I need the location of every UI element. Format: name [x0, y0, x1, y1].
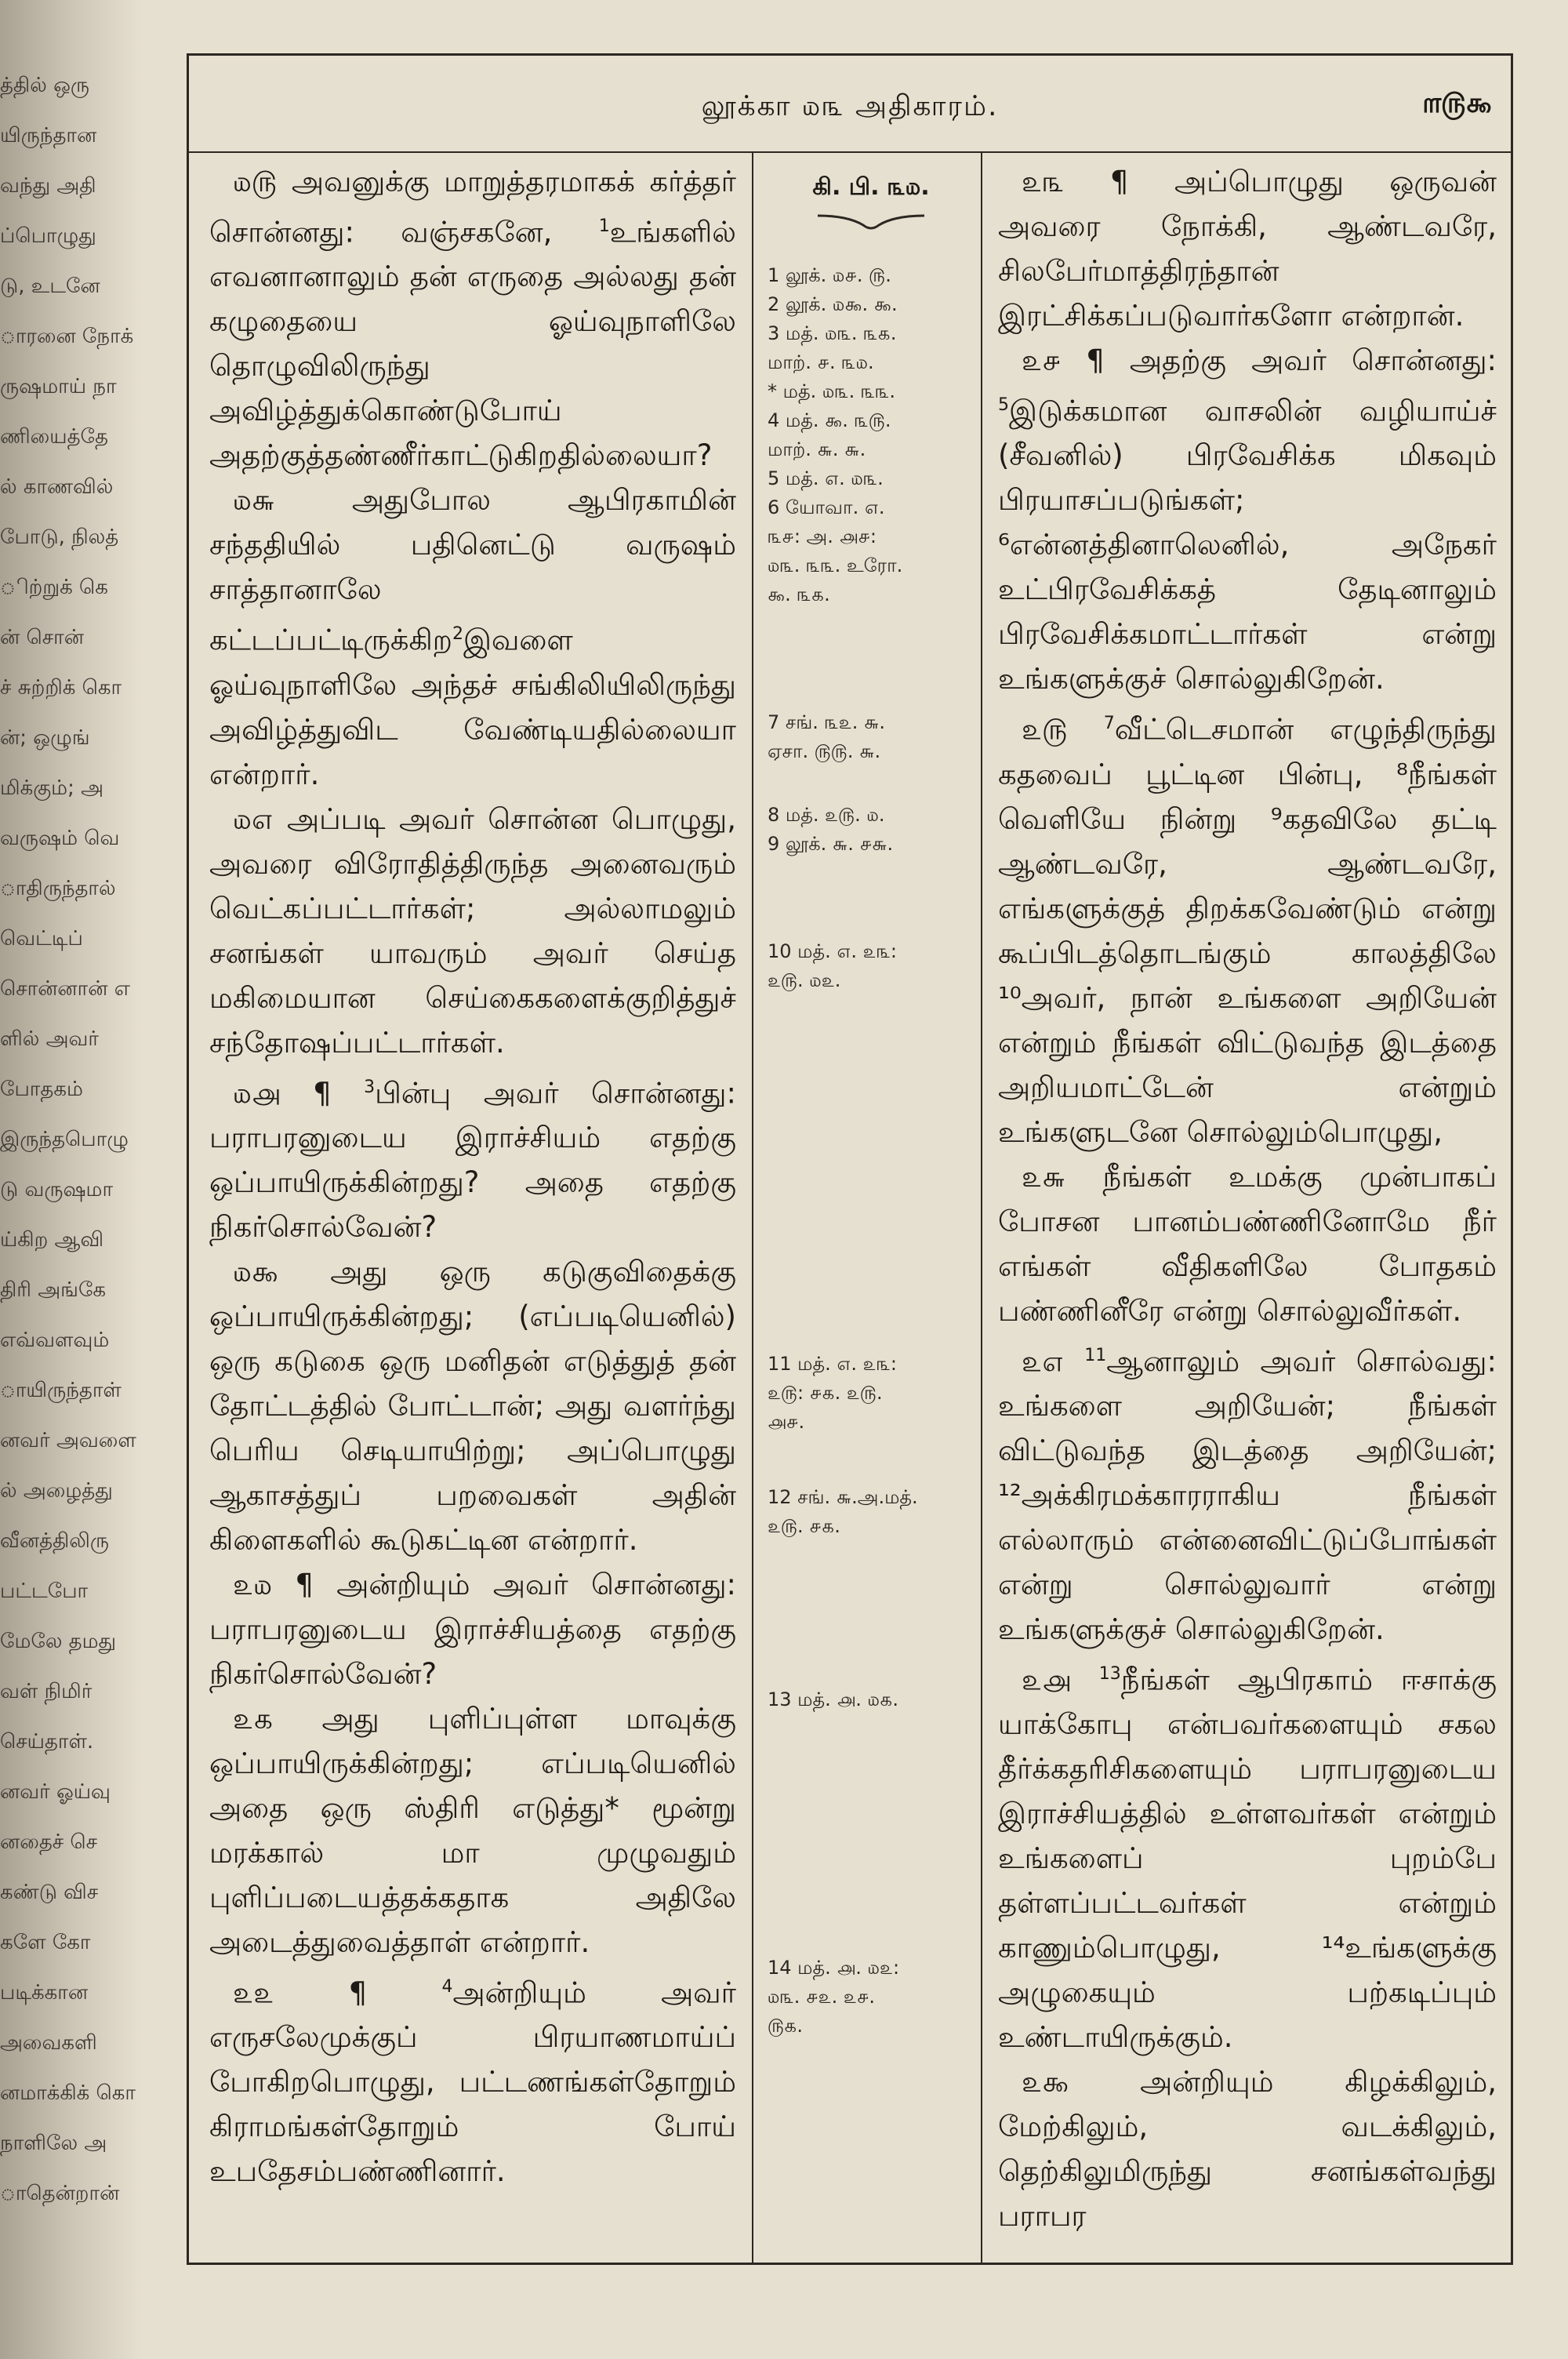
verse-text: நீங்கள் உமக்கு முன்பாகப் போசன பானம்பண்ணினோமே நீர் எங்கள் வீதிகளிலே போதகம் பண்ணினீரே என்று சொல்லுவீர்கள். — [998, 1159, 1497, 1328]
verse-paragraph — [998, 2059, 1497, 2238]
facing-page-fragment: ன் சொன் — [0, 626, 84, 649]
facing-page-fragment: னதைச் செ — [0, 1830, 98, 1854]
facing-page-fragment: வந்து அதி — [0, 174, 96, 198]
facing-page-fragment: கண்டு விச — [0, 1881, 99, 1904]
footnote-marker: 11 — [1084, 1345, 1107, 1365]
facing-page-fragment: னமாக்கிக் கொ — [0, 2081, 136, 2105]
cross-reference: ௮௪. — [768, 1411, 805, 1433]
facing-page-fragment: போடு, நிலத் — [0, 525, 119, 549]
cross-reference: ௨௫. ௰௨. — [768, 969, 841, 991]
verse-paragraph — [209, 1249, 736, 1562]
cross-reference: 2 லூக். ௰௯. ௯. — [768, 293, 898, 315]
text-column-right — [998, 159, 1497, 2238]
facing-page-fragment: னவர் ஓய்வு — [0, 1780, 111, 1804]
facing-page-fragment: ிற்றுக் கெ — [0, 576, 108, 599]
verse-paragraph — [209, 1696, 736, 1965]
footnote-marker: 3 — [364, 1077, 376, 1097]
footnote-marker: 2 — [452, 624, 463, 645]
footnote-marker: 7 — [1103, 714, 1115, 734]
facing-page-fragment: த்தில் ஒரு — [0, 74, 89, 97]
facing-page-fragment: மேலே தமது — [0, 1630, 117, 1653]
cross-reference: 7 சங். ௩௨. ௬. — [768, 711, 886, 733]
cross-reference: மாற். ௪. ௩௰. — [768, 351, 874, 373]
verse-paragraph — [209, 1065, 736, 1249]
cross-reference: 6 யோவா. ௭. — [768, 496, 885, 518]
cross-reference: ௨௫. ௪௧. — [768, 1515, 840, 1537]
cross-reference: 10 மத். ௭. ௨௩: — [768, 940, 897, 962]
verse-text: அன்றியும் கிழக்கிலும், மேற்கிலும், வடக்கிலும், தெற்கிலுமிருந்து சனங்கள்வந்து பராபர — [998, 2065, 1497, 2234]
cross-reference: ௰௩. ௪௨. ௨௪. — [768, 1986, 875, 2008]
facing-page-fragment: திரி அங்கே — [0, 1278, 107, 1302]
verse-text: வீட்டெசமான் எழுந்திருந்து கதவைப் பூட்டின பின்பு, ⁸நீங்கள் வெளியே நின்று ⁹கதவிலே தட்டி ஆண்டவரே, ஆண்டவரே, எங்களுக்குத் திறக்கவேண்டும் என்று கூப்பிடத்தொடங்கும் காலத்திலே ¹⁰அவர், நான் உங்களை அறியேன் என்றும் நீங்கள் விட்டுவந்த இடத்தை அறியமாட்டேன் என்றும் உங்களுடனே சொல்லும்பொழுது, — [998, 712, 1497, 1149]
facing-page-fragment: மிக்கும்; அ — [0, 776, 104, 800]
facing-page-fragment: ன்; ஒழுங் — [0, 726, 90, 750]
verse-paragraph — [209, 159, 736, 478]
facing-page-fragments — [0, 0, 136, 2359]
verse-text: அதுபோல ஆபிரகாமின் சந்ததியில் பதினெட்டு வருஷம் சாத்தானாலே கட்டப்பட்டிருக்கிற — [209, 483, 736, 657]
verse-text: அதற்கு அவர் சொன்னது: — [1129, 343, 1497, 377]
bottom-rule — [187, 2265, 1513, 2268]
verse-number: ௨௮ — [1022, 1663, 1099, 1697]
verse-number: ௰௯ — [233, 1254, 331, 1289]
facing-page-fragment: டு வருஷமா — [0, 1178, 114, 1201]
cross-reference: ௰௩. ௩௩. உரோ. — [768, 554, 903, 576]
facing-page-fragment: வெட்டிப் — [0, 927, 83, 951]
facing-page-fragment: பட்டபோ — [0, 1579, 89, 1603]
book-page — [187, 53, 1513, 2265]
cross-reference: 1 லூக். ௰௪. ௫. — [768, 264, 891, 286]
footnote-marker: 13 — [1098, 1663, 1121, 1684]
running-header — [189, 56, 1511, 153]
verse-number: ௨௭ — [1022, 1343, 1085, 1378]
cross-reference: 9 லூக். ௬. ௪௬. — [768, 833, 894, 855]
facing-page-fragment: வீனத்திலிரு — [0, 1529, 109, 1553]
facing-page-fragment: ணியைத்தே — [0, 425, 108, 449]
verse-number: ௨௬ — [1022, 1159, 1103, 1194]
verse-paragraph — [209, 797, 736, 1065]
verse-number: ௰௫ — [233, 165, 292, 198]
verse-paragraph — [998, 1333, 1497, 1652]
facing-page-fragment: ாயிருந்தாள் — [0, 1379, 122, 1402]
verse-number: ௰௬ — [233, 483, 352, 518]
facing-page-fragment: வருஷம் வெ — [0, 827, 120, 850]
verse-text: இவளை ஓய்வுநாளிலே அந்தச் சங்கிலியிலிருந்து அவிழ்த்துவிட வேண்டியதில்லையா என்றார். — [209, 623, 736, 791]
verse-number: ௨௨ ¶ — [233, 1976, 442, 2010]
verse-text: அன்றியும் அவர் எருசலேமுக்குப் பிரயாணமாய்ப் போகிறபொழுது, பட்டணங்கள்தோறும் கிராமங்கள்தோறும் போய் உபதேசம்பண்ணினார். — [209, 1976, 736, 2189]
cross-reference: 12 சங். ௬.அ.மத். — [768, 1486, 918, 1508]
facing-page-fragment: ல் காணவில் — [0, 475, 114, 499]
footnote-marker: 1 — [598, 216, 610, 236]
cross-reference: ௩௪: அ. ௮௪: — [768, 525, 877, 547]
cross-reference: 13 மத். ௮. ௰௧. — [768, 1688, 899, 1710]
facing-page-fragment: ாரனை நோக் — [0, 325, 134, 348]
cross-reference: மாற். ௬. ௬. — [768, 438, 866, 460]
verse-text: அது புளிப்புள்ள மாவுக்கு ஒப்பாயிருக்கின்றது; எப்படியெனில் அதை ஒரு ஸ்திரி எடுத்து* மூன்று மரக்கால் மா முழுவதும் புளிப்படையத்தக்கதாக அதிலே அடைத்துவைத்தாள் என்றார். — [209, 1701, 736, 1959]
cross-reference: * மத். ௰௩. ௩௩. — [768, 380, 896, 402]
cross-reference: ௨௫: ௪௧. ௨௫. — [768, 1382, 883, 1404]
facing-page-fragment: நாளிலே அ — [0, 2132, 107, 2155]
cross-reference: 8 மத். ௨௫. ௰. — [768, 804, 885, 826]
verse-number: ௨௪ ¶ — [1022, 343, 1130, 377]
verse-text: அது ஒரு கடுகுவிதைக்கு ஒப்பாயிருக்கின்றது; (எப்படியெனில்) ஒரு கடுகை ஒரு மனிதன் எடுத்துத் தன் தோட்டத்தில் போட்டான்; அது வளர்ந்து பெரிய செடியாயிற்று; அப்பொழுது ஆகாசத்துப் பறவைகள் அதின் கிளைகளில் கூடுகட்டின என்றார். — [209, 1254, 736, 1557]
column-rule-left — [752, 151, 753, 2263]
facing-page-fragment: ல் அழைத்து — [0, 1479, 113, 1503]
facing-page-fragment: அவைகளி — [0, 2031, 97, 2055]
facing-page-fragment: ய்கிற ஆவி — [0, 1228, 104, 1252]
facing-page-fragment: போதகம் — [0, 1078, 83, 1101]
facing-page-fragment: செய்தாள். — [0, 1730, 94, 1754]
verse-paragraph — [998, 1154, 1497, 1333]
facing-page-fragment: யிருந்தான — [0, 124, 97, 147]
cross-reference: 5 மத். ௭. ௰௩. — [768, 467, 884, 489]
verse-number: ௨௰ ¶ — [233, 1567, 337, 1601]
verse-text: அப்படி அவர் சொன்ன பொழுது, அவரை விரோதித்திருந்த அனைவரும் வெட்கப்பட்டார்கள்; அல்லாமலும் சனங்கள் யாவரும் அவர் செய்த மகிமையான செய்கைகளைக்குறித்துச் சந்தோஷப்பட்டார்கள். — [209, 801, 736, 1060]
footnote-marker: 4 — [441, 1976, 453, 1997]
cross-reference: 4 மத். ௯. ௩௫. — [768, 409, 891, 431]
verse-paragraph — [209, 1562, 736, 1696]
cross-reference: 11 மத். ௭. ௨௩: — [768, 1353, 897, 1375]
facing-page-fragment: சொன்னான் எ — [0, 977, 130, 1001]
verse-paragraph — [209, 478, 736, 796]
page-number: ௱௫௯ — [1422, 87, 1492, 119]
verse-number: ௰௭ — [233, 801, 287, 836]
facing-page-fragment: ப்பொழுது — [0, 224, 96, 248]
facing-page-fragment: ச் சுற்றிக் கொ — [0, 676, 122, 700]
verse-paragraph — [998, 338, 1497, 701]
reference-heading: கி. பி. ௩௰. — [812, 173, 930, 201]
cross-reference: ஏசா. ௫௫. ௬. — [768, 740, 881, 762]
chapter-title: லூக்கா ௰௩ அதிகாரம். — [701, 90, 999, 122]
facing-page-fragment: படிக்கான — [0, 1981, 89, 2005]
facing-page-fragment: ளில் அவர் — [0, 1027, 99, 1051]
facing-page-fragment: டு, உடனே — [0, 274, 100, 298]
facing-page-fragment: ாதிருந்தால் — [0, 877, 116, 900]
text-column-left — [209, 159, 736, 2194]
verse-text: அப்பொழுது ஒருவன் அவரை நோக்கி, ஆண்டவரே, சிலபேர்மாத்திரந்தான் இரட்சிக்கப்படுவார்களோ என்றான். — [998, 165, 1497, 333]
verse-paragraph — [209, 1965, 736, 2194]
ornament-divider-icon — [816, 213, 926, 233]
facing-page-fragment: ாதென்றான் — [0, 2182, 120, 2205]
cross-reference: ௯. ௩௧. — [768, 583, 830, 605]
verse-paragraph — [998, 701, 1497, 1154]
verse-number: ௨௧ — [233, 1701, 322, 1736]
verse-text: அவனுக்கு மாறுத்தரமாகக் கர்த்தர் சொன்னது: வஞ்சகனே, — [209, 165, 736, 249]
facing-page-fragment: வள் நிமிர் — [0, 1680, 93, 1703]
column-rule-right — [981, 151, 982, 2263]
verse-paragraph — [998, 1652, 1497, 2059]
cross-reference: ௫௧. — [768, 2015, 804, 2037]
verse-text: இடுக்கமான வாசலின் வழியாய்ச் (சீவனில்) பிரவேசிக்க மிகவும் பிரயாசப்படுங்கள்; ⁶என்னத்தினாலெனில், அநேகர் உட்பிரவேசிக்கத் தேடினாலும் பிரவேசிக்கமாட்டார்கள் என்று உங்களுக்குச் சொல்லுகிறேன். — [998, 394, 1497, 696]
verse-text: ஆனாலும் அவர் சொல்வது: உங்களை அறியேன்; நீங்கள் விட்டுவந்த இடத்தை அறியேன்; ¹²அக்கிரமக்காரராகிய நீங்கள் எல்லாரும் என்னைவிட்டுப்போங்கள் என்று சொல்லுவார் என்று உங்களுக்குச் சொல்லுகிறேன். — [998, 1343, 1497, 1646]
verse-text: அன்றியும் அவர் சொன்னது: பராபரனுடைய இராச்சியத்தை எதற்கு நிகர்சொல்வேன்? — [209, 1567, 736, 1691]
cross-reference: 3 மத். ௰௩. ௩௧. — [768, 322, 897, 344]
facing-page-fragment: னவர் அவளை — [0, 1429, 136, 1452]
verse-number: ௰௮ ¶ — [233, 1075, 365, 1110]
verse-text: நீங்கள் ஆபிரகாம் ஈசாக்கு யாக்கோபு என்பவர்களையும் சகல தீர்க்கதரிசிகளையும் பராபரனுடைய இராச்சியத்தில் உள்ளவர்கள் என்றும் உங்களைப் புறம்பே தள்ளப்பட்டவர்கள் என்றும் காணும்பொழுது, ¹⁴உங்களுக்கு அழுகையும் பற்கடிப்பும் உண்டாயிருக்கும். — [998, 1663, 1497, 2055]
verse-text: பின்பு அவர் சொன்னது: பராபரனுடைய இராச்சியம் எதற்கு ஒப்பாயிருக்கின்றது? அதை எதற்கு நிகர்சொல்வேன்? — [209, 1075, 736, 1244]
cross-reference: 14 மத். ௮. ௰௨: — [768, 1957, 900, 1979]
verse-number: ௨௩ ¶ — [1022, 165, 1174, 198]
facing-page-fragment: எவ்வளவும் — [0, 1329, 110, 1352]
footnote-marker: 5 — [998, 395, 1009, 415]
facing-page-fragment: களே கோ — [0, 1931, 91, 1954]
verse-number: ௨௫ — [1022, 712, 1104, 747]
facing-page-fragment: ருஷமாய் நா — [0, 375, 117, 398]
verse-paragraph — [998, 159, 1497, 338]
verse-text: உங்களில் எவனானாலும் தன் எருதை அல்லது தன் கழுதையை ஓய்வுநாளிலே தொழுவிலிருந்து அவிழ்த்துக்கொண்டுபோய் அதற்குத்தண்ணீர்காட்டுகிறதில்லையா? — [209, 215, 736, 473]
facing-page-fragment: இருந்தபொழு — [0, 1128, 129, 1151]
verse-number: ௨௯ — [1022, 2065, 1141, 2099]
